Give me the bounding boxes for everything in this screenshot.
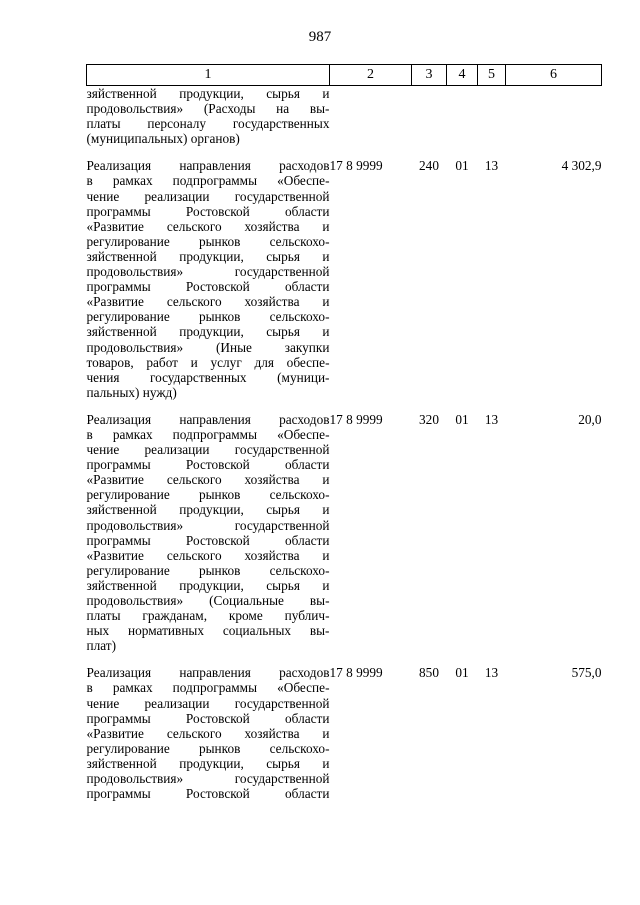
description-line: зяйственной продукции, сырья и: [86, 577, 330, 593]
description-line: программы Ростовской области: [86, 279, 330, 295]
subsection-code: [478, 86, 506, 147]
expense-type-code: 240: [419, 158, 439, 174]
target-article-code: 17 8 9999: [329, 158, 383, 174]
target-article-code: 17 8 9999: [329, 665, 383, 681]
description-line: чение реализации государственной: [86, 442, 330, 458]
target-article-code: [330, 86, 412, 147]
description-line: чение реализации государственной: [86, 188, 330, 204]
description-line: Реализация направления расходов: [86, 665, 330, 681]
section-code: 01: [455, 665, 469, 681]
amount-value: [506, 86, 602, 147]
description-line: ных нормативных социальных вы-: [86, 623, 330, 639]
description-line: продовольствия» (Социальные вы-: [86, 593, 330, 608]
description-line: продовольствия» государственной: [86, 771, 330, 787]
description-line: «Развитие сельского хозяйства и: [86, 472, 330, 488]
description-line: регулирование рынков сельскохо-: [86, 309, 330, 325]
page-number: 987: [308, 29, 332, 45]
row-spacer: [87, 653, 602, 665]
description-line: зяйственной продукции, сырья и: [86, 248, 330, 264]
description-line: продовольствия» (Расходы на вы-: [86, 101, 330, 117]
description-line: регулирование рынков сельскохо-: [86, 487, 330, 503]
section-code: 01: [455, 158, 469, 174]
expense-description: [87, 158, 330, 400]
header-col-5: 5: [478, 65, 506, 86]
description-line: регулирование рынков сельскохо-: [86, 740, 330, 756]
header-col-6: 6: [506, 65, 602, 86]
expense-type-code: 320: [419, 411, 439, 427]
table-row: [87, 665, 602, 801]
expense-type-code: 850: [419, 665, 439, 681]
description-line: пальных) нужд): [86, 384, 177, 400]
subsection-code: 13: [484, 665, 499, 681]
amount-value: 20,0: [578, 411, 602, 427]
description-line: в рамках подпрограммы «Обеспе-: [86, 680, 330, 696]
description-line: чение реализации государственной: [86, 695, 330, 711]
header-col-2: 2: [330, 65, 412, 86]
table-row: [87, 158, 602, 400]
section-code: [447, 86, 478, 147]
description-line: регулирование рынков сельскохо-: [86, 562, 330, 578]
description-line: товаров, работ и услуг для обеспе-: [86, 354, 330, 370]
expense-description: [87, 665, 330, 801]
description-line: «Развитие сельского хозяйства и: [86, 218, 330, 234]
amount-value: 575,0: [571, 665, 602, 681]
description-line: зяйственной продукции, сырья и: [86, 755, 330, 771]
header-col-4: 4: [447, 65, 478, 86]
expense-description: [87, 86, 330, 147]
description-line: программы Ростовской области: [86, 786, 330, 802]
description-line: чения государственных (муници-: [86, 369, 330, 385]
expense-type-code: [412, 86, 447, 147]
description-line: программы Ростовской области: [86, 532, 330, 548]
header-col-3: 3: [412, 65, 447, 86]
description-line: «Развитие сельского хозяйства и: [86, 725, 330, 741]
description-line: продовольствия» государственной: [86, 264, 330, 280]
table-body: [87, 86, 602, 802]
subsection-code: 13: [484, 411, 499, 427]
header-col-1: 1: [87, 65, 330, 86]
description-line: платы персоналу государственных: [86, 116, 330, 132]
amount-value: 4 302,9: [561, 158, 602, 174]
description-line: Реализация направления расходов: [86, 158, 330, 174]
description-line: платы гражданам, кроме публич-: [86, 608, 330, 624]
budget-table: [86, 64, 602, 801]
description-line: зяйственной продукции, сырья и: [86, 324, 330, 340]
description-line: зяйственной продукции, сырья и: [86, 86, 330, 101]
description-line: Реализация направления расходов: [86, 411, 330, 427]
description-line: плат): [86, 638, 117, 654]
expense-description: [87, 412, 330, 654]
description-line: программы Ростовской области: [86, 457, 330, 473]
description-line: регулирование рынков сельскохо-: [86, 233, 330, 249]
table-row: [87, 412, 602, 654]
target-article-code: 17 8 9999: [329, 411, 383, 427]
row-spacer: [87, 146, 602, 158]
header-row: [87, 65, 602, 86]
row-spacer: [87, 400, 602, 412]
description-line: продовольствия» (Иные закупки: [86, 339, 330, 355]
description-line: программы Ростовской области: [86, 203, 330, 219]
description-line: в рамках подпрограммы «Обеспе-: [86, 173, 330, 189]
description-line: (муниципальных) органов): [86, 131, 240, 147]
description-line: зяйственной продукции, сырья и: [86, 502, 330, 518]
table-row: [87, 86, 602, 147]
description-line: программы Ростовской области: [86, 710, 330, 726]
description-line: «Развитие сельского хозяйства и: [86, 294, 330, 310]
description-line: «Развитие сельского хозяйства и: [86, 547, 330, 563]
subsection-code: 13: [484, 158, 499, 174]
section-code: 01: [455, 411, 469, 427]
description-line: продовольствия» государственной: [86, 517, 330, 533]
description-line: в рамках подпрограммы «Обеспе-: [86, 426, 330, 442]
